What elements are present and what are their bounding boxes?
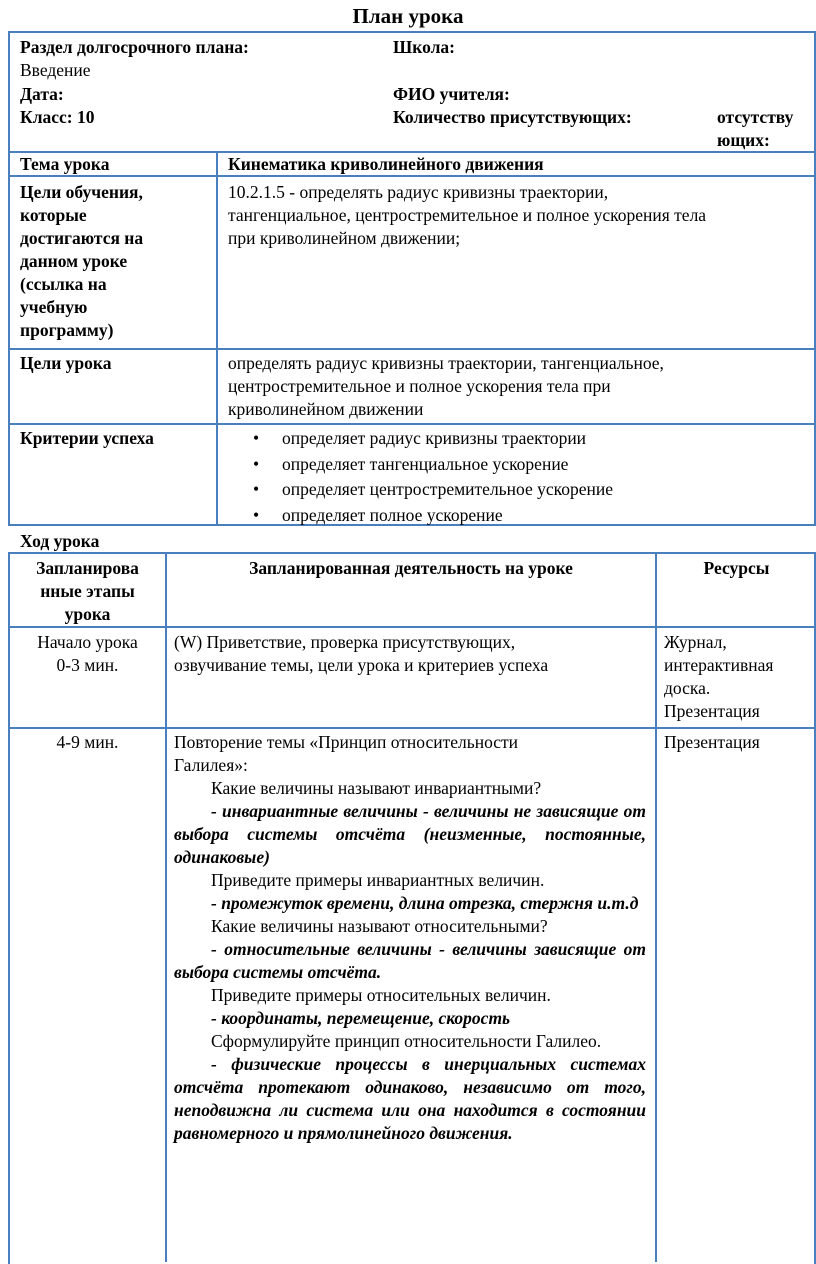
resources-cell: Журнал, интерактивная доска. Презентация — [664, 632, 774, 721]
present-label: Количество присутствующих: — [393, 107, 632, 127]
bullet-icon: • — [253, 428, 260, 448]
col-header-resources: Ресурсы — [703, 558, 770, 578]
topic-label: Тема урока — [20, 154, 110, 174]
answer-text: - относительные величины - величины зависящие от выбора системы отсчёта. — [174, 939, 646, 982]
answer-text: - инвариантные величины - величины не зависящие от выбора системы отсчёта (неизменные, постоянные, одинаковые) — [174, 801, 646, 867]
col-header-stages: Запланирова нные этапы урока — [36, 558, 139, 624]
stage-cell: Начало урока 0-3 мин. — [37, 632, 138, 675]
divider — [8, 423, 816, 425]
divider — [165, 552, 167, 1262]
page-title: План урока — [352, 4, 464, 28]
question-text: Сформулируйте принцип относительности Галилео. — [211, 1031, 602, 1051]
absent-label-cont: ющих: — [717, 130, 770, 150]
section-value: Введение — [20, 60, 91, 80]
list-item: • определяет центростремительное ускорение — [253, 479, 614, 499]
bullet-icon: • — [253, 479, 260, 499]
activity-cell: Повторение темы «Принцип относительности Галилея»: Какие величины называют инвариантными? - инвариантные величины - величины не зависящие от выбора системы отсчёта (неизменные, постоянные, одинаковые) Приведите примеры инвариантных величин. - промежуток времени, длина отрезка, стержня и.т.д Какие величины называют относительными? - относительные величины - величины зависящие от выбора системы отсчёта. Приведите примеры относительных величин. - координаты, перемещение, скорость Сформулируйте принцип относительности Галилео. - физические процессы в инерциальных системах отсчёта протекают одинаково, независимо от того, неподвижна ли система или она находится в состоянии равномерного и прямолинейного движения. — [174, 732, 646, 1143]
divider — [8, 727, 816, 729]
divider — [8, 626, 816, 628]
answer-text: - физические процессы в инерциальных системах отсчёта протекают одинаково, независимо от того, неподвижна ли система или она находится в состоянии равномерного и прямолинейного движения. — [174, 1054, 646, 1143]
bullet-icon: • — [253, 504, 260, 525]
list-item: • определяет полное ускорение — [253, 504, 503, 525]
stage-cell: 4-9 мин. — [56, 732, 119, 752]
divider — [655, 552, 657, 1262]
question-text: Приведите примеры относительных величин. — [211, 985, 551, 1005]
list-item: • определяет тангенциальное ускорение — [253, 453, 569, 474]
answer-text: - промежуток времени, длина отрезка, стержня и.т.д — [211, 893, 639, 913]
criteria-label: Критерии успеха — [20, 428, 154, 448]
class-label: Класс: 10 — [20, 107, 95, 127]
school-label: Школа: — [393, 37, 455, 57]
objectives-value: 10.2.1.5 - определять радиус кривизны траектории, тангенциальное, центростремительное и полное ускорения тела при криволинейном движении; — [228, 182, 707, 248]
objectives-label: Цели обучения, которые достигаются на данном уроке (ссылка на учебную программу) — [20, 182, 144, 340]
goals-value: определять радиус кривизны траектории, тангенциальное, центростремительное и полное ускорения тела при криволинейном движении — [228, 353, 664, 419]
resources-cell: Презентация — [664, 732, 760, 752]
col-header-activity: Запланированная деятельность на уроке — [249, 558, 573, 578]
goals-label: Цели урока — [20, 353, 112, 373]
activity-cell: (W) Приветствие, проверка присутствующих, озвучивание темы, цели урока и критериев успеха — [174, 632, 549, 675]
bullet-icon: • — [253, 453, 260, 474]
date-label: Дата: — [20, 84, 64, 104]
list-item: • определяет радиус кривизны траектории — [253, 428, 587, 448]
criteria-list — [220, 427, 810, 529]
progress-heading: Ход урока — [20, 531, 100, 551]
section-label: Раздел долгосрочного плана: — [20, 37, 249, 57]
answer-text: - координаты, перемещение, скорость — [211, 1008, 511, 1028]
divider — [8, 348, 816, 350]
divider — [216, 151, 218, 526]
absent-label: отсутству — [717, 107, 794, 127]
question-text: Какие величины называют относительными? — [211, 916, 548, 936]
question-text: Какие величины называют инвариантными? — [211, 778, 542, 798]
teacher-label: ФИО учителя: — [393, 84, 510, 104]
question-text: Приведите примеры инвариантных величин. — [211, 870, 545, 890]
topic-value: Кинематика криволинейного движения — [228, 154, 544, 174]
